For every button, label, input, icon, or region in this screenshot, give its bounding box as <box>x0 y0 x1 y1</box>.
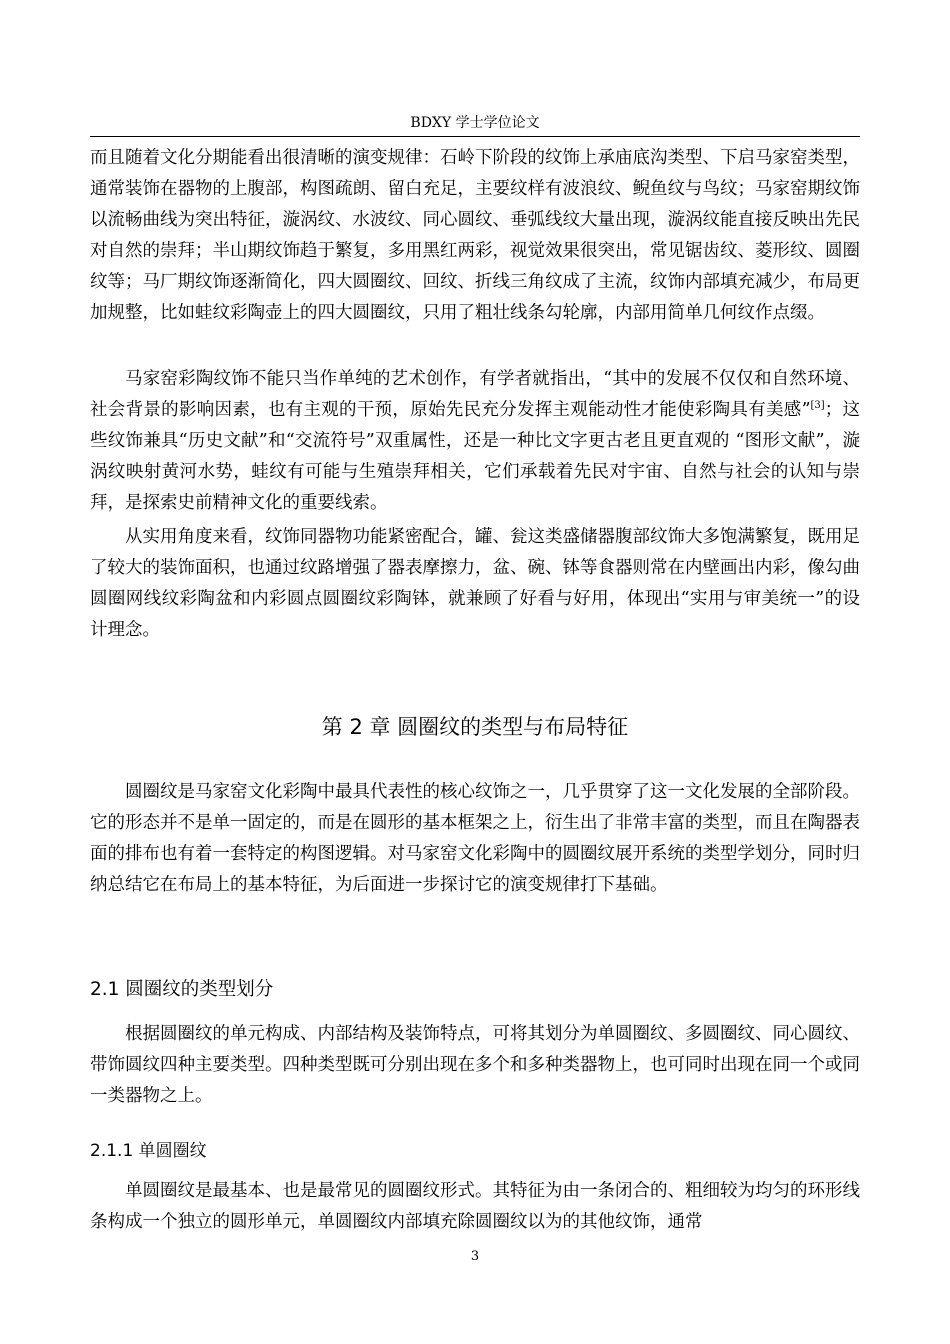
citation-marker: [3] <box>810 400 825 412</box>
running-header-title: BDXY 学士学位论文 <box>410 115 540 131</box>
section-title: 2.1 圆圈纹的类型划分 <box>90 979 274 1000</box>
paragraph-practical-function: 从实用角度来看，纹饰同器物功能紧密配合，罐、瓮这类盛储器腹部纹饰大多饱满繁复，既用足了较大的装饰面积，也通过纹路增强了器表摩擦力，盆、碗、钵等食器则常在内壁画出内彩，像勾曲圆圈网线纹彩陶盆和内彩圆点圆圈纹彩陶钵，就兼顾了好看与好用，体现出“实用与审美统一”的设计理念。 <box>90 527 860 640</box>
page-number: 3 <box>470 1249 480 1264</box>
running-header <box>90 114 860 137</box>
subsection-title: 2.1.1 单圆圈纹 <box>90 1141 207 1161</box>
paragraph-chapter-intro: 圆圈纹是马家窑文化彩陶中最具代表性的核心纹饰之一，几乎贯穿了这一文化发展的全部阶段。它的形态并不是单一固定的，而是在圆形的基本框架之上，衍生出了非常丰富的类型，而且在陶器表面的排布也有着一套特定的构图逻辑。对马家窑文化彩陶中的圆圈纹展开系统的类型学划分，同时归纳总结它在布局上的基本特征，为后面进一步探讨它的演变规律打下基础。 <box>90 782 860 895</box>
paragraph-pattern-meaning <box>90 364 860 519</box>
paragraph-single-circle: 单圆圈纹是最基本、也是最常见的圆圈纹形式。其特征为由一条闭合的、粗细较为均匀的环形线条构成一个独立的圆形单元，单圆圈纹内部填充除圆圈纹以为的其他纹饰，通常 <box>90 1181 860 1232</box>
paragraph-text: 马家窑彩陶纹饰不能只当作单纯的艺术创作，有学者就指出，“其中的发展不仅仅和自然环境、社会背景的影响因素，也有主观的干预，原始先民充分发挥主观能动性才能使彩陶具有美感” <box>90 369 860 420</box>
paragraph-evolution-periods: 而且随着文化分期能看出很清晰的演变规律：石岭下阶段的纹饰上承庙底沟类型、下启马家窑类型，通常装饰在器物的上腹部，构图疏朗、留白充足，主要纹样有波浪纹、鲵鱼纹与鸟纹；马家窑期纹饰以流畅曲线为突出特征，漩涡纹、水波纹、同心圆纹、垂弧线纹大量出现，漩涡纹能直接反映出先民对自然的崇拜；半山期纹饰趋于繁复，多用黑红两彩，视觉效果很突出，常见锯齿纹、菱形纹、圆圈纹等；马厂期纹饰逐渐简化，四大圆圈纹、回纹、折线三角纹成了主流，纹饰内部填充减少，布局更加规整，比如蛙纹彩陶壶上的四大圆圈纹，只用了粗壮线条勾轮廓，内部用简单几何纹作点缀。 <box>90 148 860 323</box>
chapter-title: 第 2 章 圆圈纹的类型与布局特征 <box>321 715 629 739</box>
paragraph-text: ；这些纹饰兼具“历史文献”和“交流符号”双重属性，还是一种比文字更古老且更直观的 “图形文献”，漩涡纹映射黄河水势，蛙纹有可能与生殖崇拜相关，它们承载着先民对宇宙、自然与社会的认知与崇拜，是探索史前精神文化的重要线索。 <box>90 400 860 513</box>
paragraph-type-division: 根据圆圈纹的单元构成、内部结构及装饰特点，可将其划分为单圆圈纹、多圆圈纹、同心圆纹、带饰圆纹四种主要类型。四种类型既可分别出现在多个和多种类器物上，也可同时出现在同一个或同一类器物之上。 <box>90 1024 860 1106</box>
